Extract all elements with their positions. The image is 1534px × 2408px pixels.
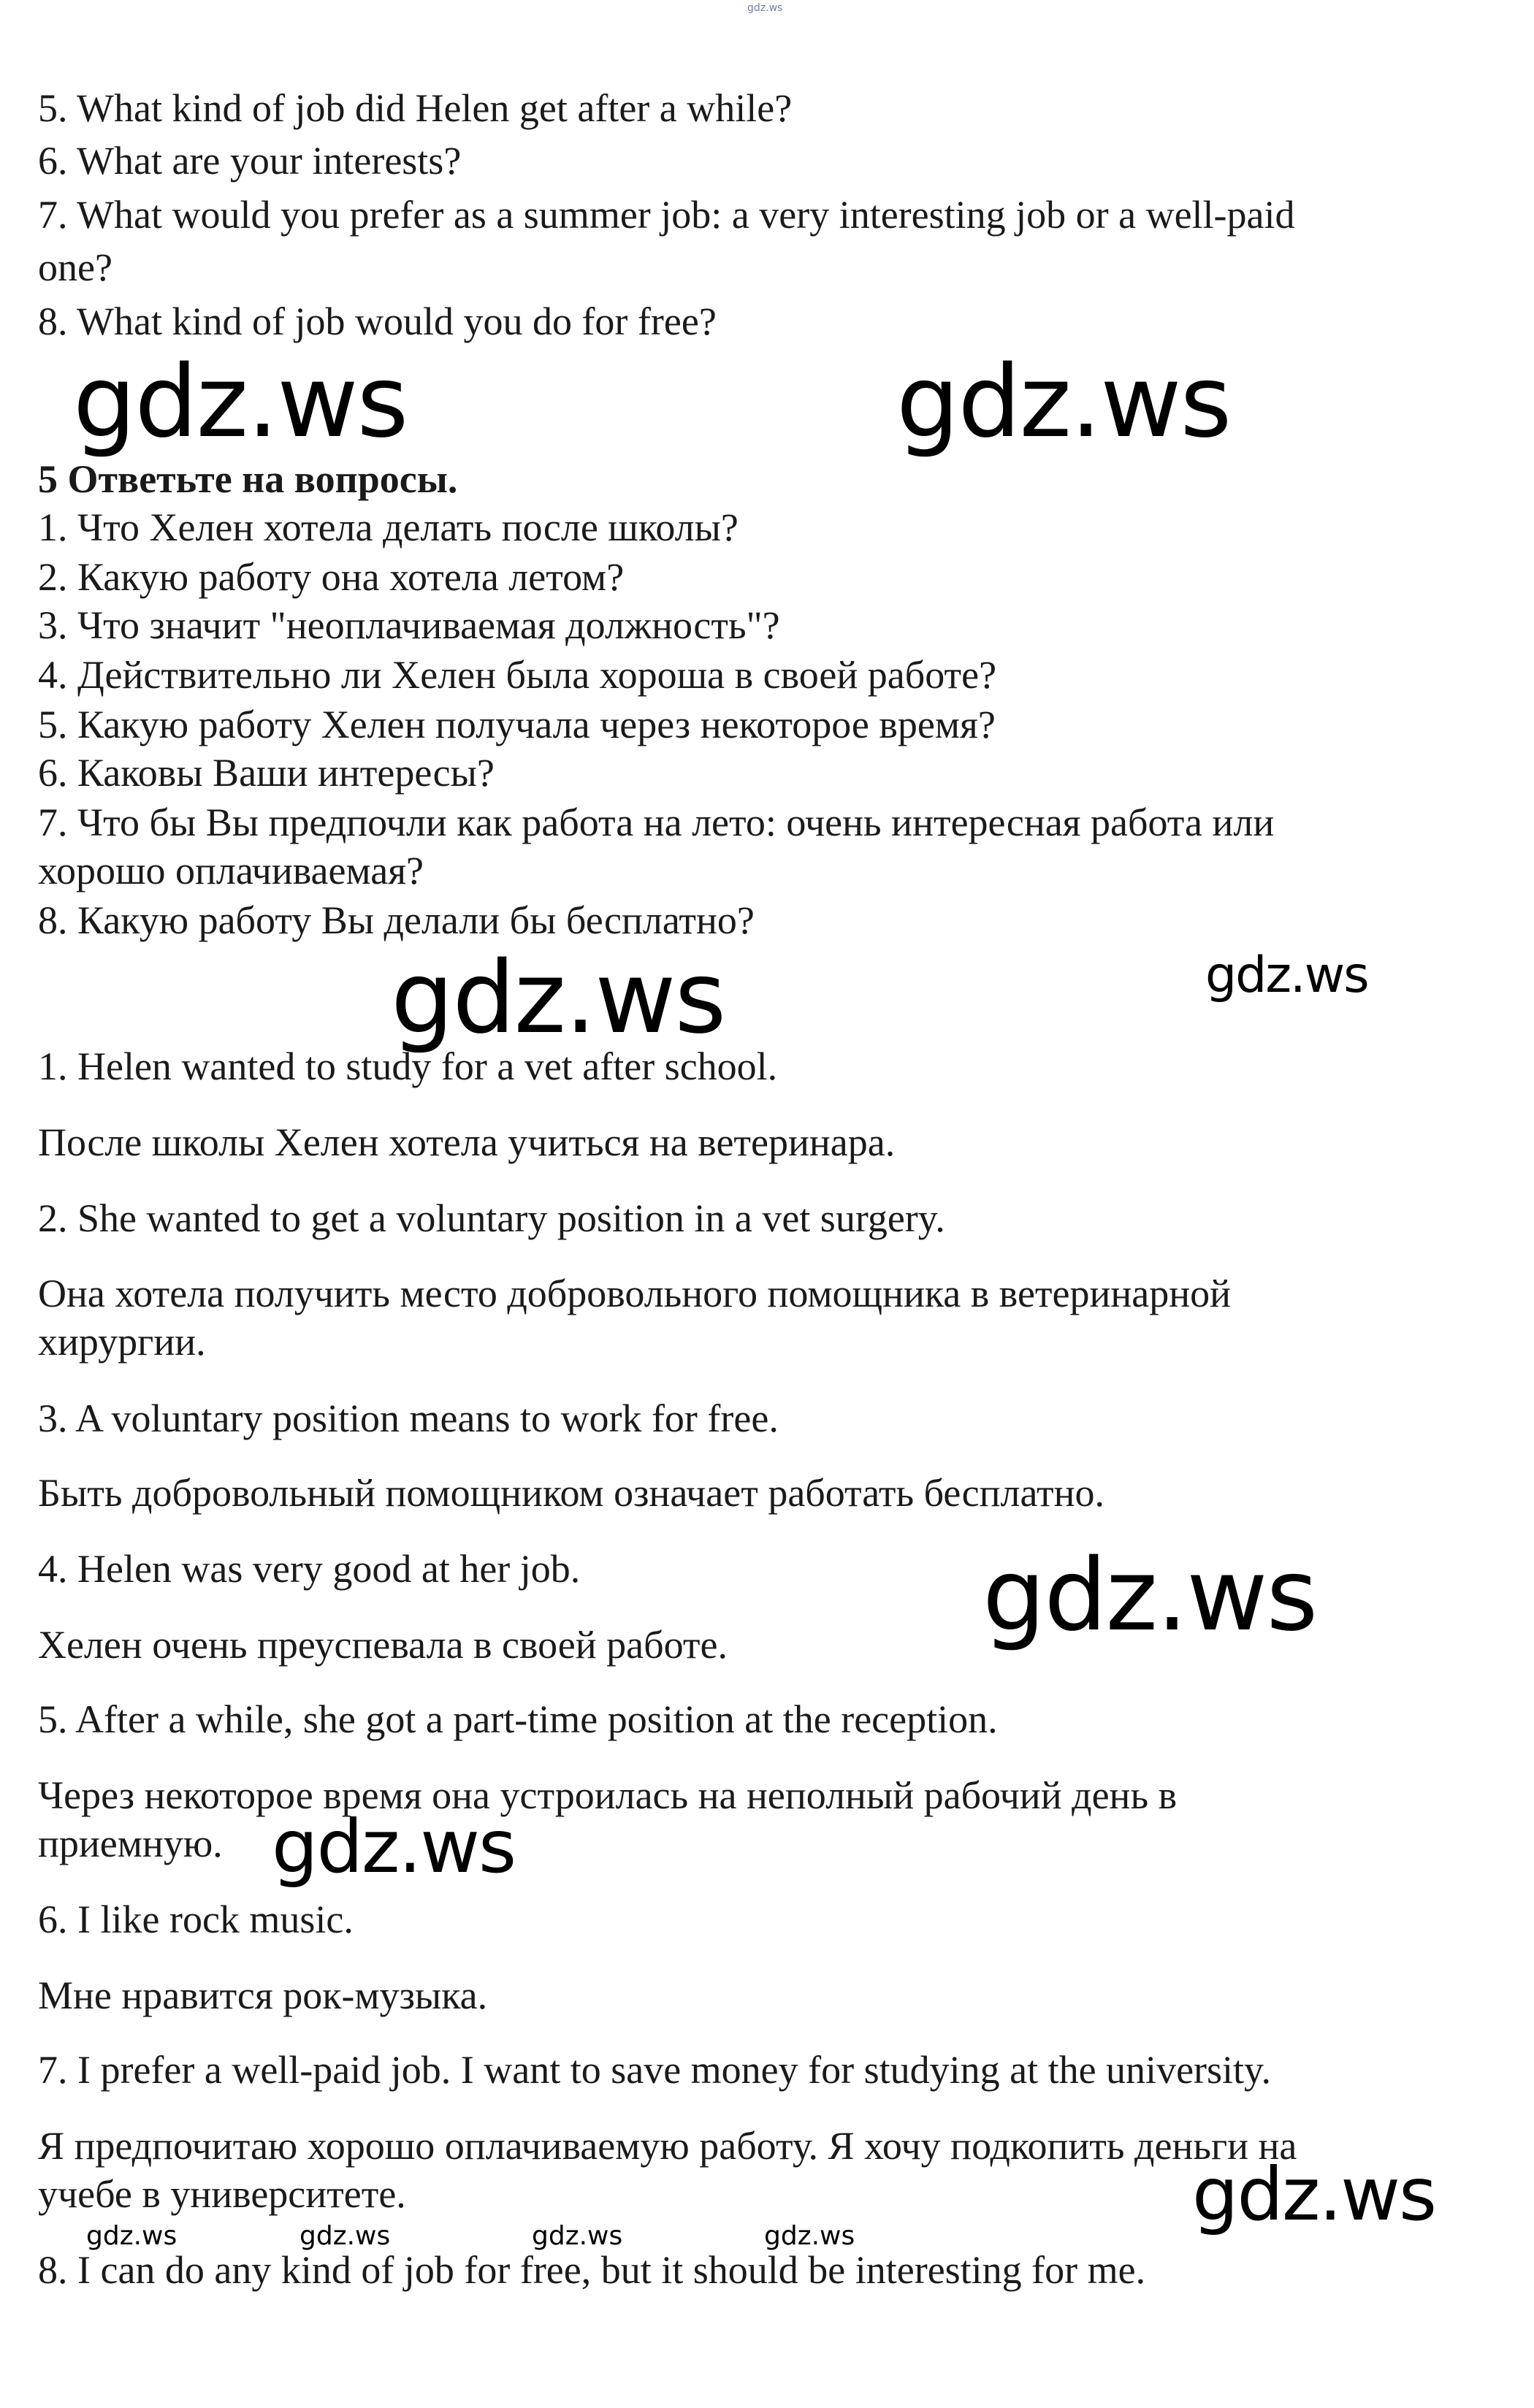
- answer-ru-2: Она хотела получить место добровольного помощника в ветеринарной: [38, 1272, 1232, 1315]
- answer-en-3: 3. A voluntary position means to work for free.: [38, 1396, 779, 1440]
- question-en-7: 7. What would you prefer as a summer job: a very interesting job or a well-paid: [38, 193, 1295, 237]
- answer-en-1: 1. Helen wanted to study for a vet after school.: [38, 1044, 778, 1088]
- question-ru-2: 2. Какую работу она хотела летом?: [38, 555, 625, 599]
- question-en-5: 5. What kind of job did Helen get after a while?: [38, 86, 793, 130]
- question-ru-5: 5. Какую работу Хелен получала через некоторое время?: [38, 703, 996, 746]
- answer-ru-4: Хелен очень преуспевала в своей работе.: [38, 1623, 728, 1667]
- answer-ru-5-continued: приемную.: [38, 1822, 223, 1865]
- question-ru-7: 7. Что бы Вы предпочли как работа на лето: очень интересная работа или: [38, 800, 1275, 844]
- watermark: gdz.ws: [982, 1538, 1317, 1654]
- question-ru-3: 3. Что значит "неоплачиваемая должность"?: [38, 603, 780, 647]
- answer-ru-1: После школы Хелен хотела учиться на ветеринара.: [38, 1120, 896, 1164]
- question-ru-1: 1. Что Хелен хотела делать после школы?: [38, 505, 739, 549]
- answer-en-7: 7. I prefer a well-paid job. I want to save money for studying at the university.: [38, 2048, 1272, 2092]
- question-en-6: 6. What are your interests?: [38, 139, 462, 183]
- answer-ru-7: Я предпочитаю хорошо оплачиваемую работу. Я хочу подкопить деньги на: [38, 2124, 1297, 2168]
- question-ru-4: 4. Действительно ли Хелен была хороша в своей работе?: [38, 653, 997, 697]
- question-ru-7-continued: хорошо оплачиваемая?: [38, 849, 424, 893]
- question-en-7-continued: one?: [38, 245, 112, 289]
- watermark: gdz.ws: [73, 345, 408, 460]
- answer-en-5: 5. After a while, she got a part-time position at the reception.: [38, 1697, 998, 1741]
- watermark: gdz.ws: [747, 2, 783, 14]
- question-en-8: 8. What kind of job would you do for free?: [38, 299, 717, 343]
- answer-ru-5: Через некоторое время она устроилась на неполный рабочий день в: [38, 1773, 1178, 1817]
- watermark: gdz.ws: [532, 2221, 623, 2251]
- answer-en-2: 2. She wanted to get a voluntary position in a vet surgery.: [38, 1196, 945, 1240]
- watermark: gdz.ws: [272, 1804, 516, 1889]
- watermark: gdz.ws: [299, 2221, 391, 2251]
- watermark: gdz.ws: [1205, 947, 1368, 1004]
- watermark: gdz.ws: [391, 941, 725, 1056]
- answer-en-8: 8. I can do any kind of job for free, but it should be interesting for me.: [38, 2248, 1146, 2292]
- question-ru-6: 6. Каковы Ваши интересы?: [38, 751, 495, 795]
- question-ru-8: 8. Какую работу Вы делали бы бесплатно?: [38, 898, 755, 942]
- answer-en-6: 6. I like rock music.: [38, 1897, 354, 1941]
- answer-ru-7-continued: учебе в университете.: [38, 2172, 406, 2216]
- watermark: gdz.ws: [1192, 2152, 1436, 2237]
- answer-ru-2-continued: хирургии.: [38, 1320, 206, 1364]
- task-heading: 5 Ответьте на вопросы.: [38, 457, 458, 501]
- watermark: gdz.ws: [764, 2221, 855, 2251]
- watermark: gdz.ws: [896, 345, 1231, 460]
- answer-ru-6: Мне нравится рок-музыка.: [38, 1973, 488, 2017]
- watermark: gdz.ws: [86, 2221, 178, 2251]
- answer-en-4: 4. Helen was very good at her job.: [38, 1547, 581, 1591]
- answer-ru-3: Быть добровольный помощником означает работать бесплатно.: [38, 1471, 1105, 1515]
